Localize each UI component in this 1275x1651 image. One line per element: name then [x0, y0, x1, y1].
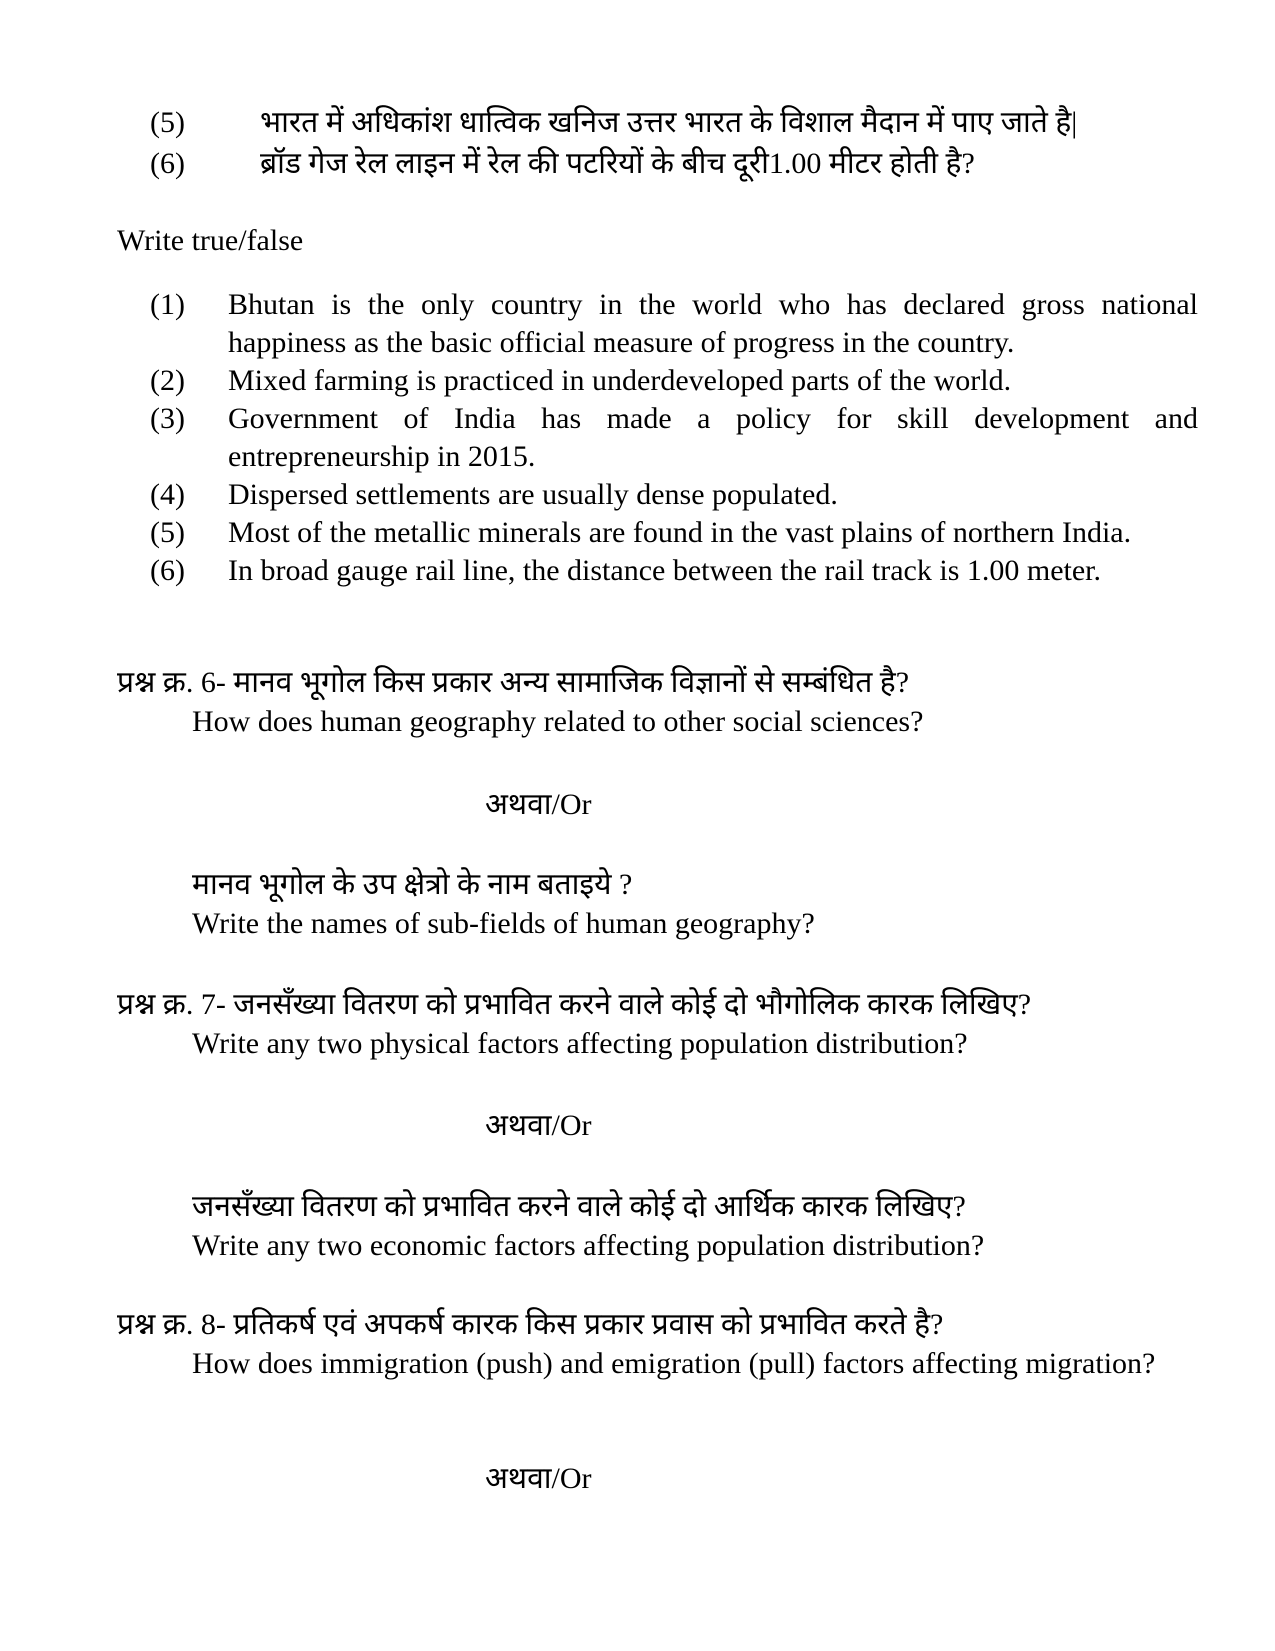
q7-or: अथवा/Or [485, 1109, 592, 1142]
item-text: Bhutan is the only country in the world who has declared gross national happiness as the basic official measure of progress in the country. [228, 288, 1198, 359]
q7-english: Write any two physical factors affecting population distribution? [192, 1027, 968, 1060]
item-text: In broad gauge rail line, the distance between the rail track is 1.00 meter. [228, 554, 1102, 587]
item-number: (5) [150, 106, 185, 139]
q7-hindi: प्रश्न क्र. 7- जनसँख्या वितरण को प्रभावित करने वाले कोई दो भौगोलिक कारक लिखिए? [117, 988, 1032, 1021]
q6-alt-hindi: मानव भूगोल के उप क्षेत्रो के नाम बताइये ? [192, 868, 633, 901]
q6-alt-english: Write the names of sub-fields of human geography? [192, 907, 815, 940]
item-text: ब्रॉड गेज रेल लाइन में रेल की पटरियों के बीच दूरी1.00 मीटर होती है? [260, 147, 975, 180]
q8-english: How does immigration (push) and emigration (pull) factors affecting migration? [192, 1347, 1156, 1380]
hindi-item-5 [150, 104, 1200, 142]
q6-or: अथवा/Or [485, 788, 592, 821]
item-text: Government of India has made a policy for skill development and entrepreneurship in 2015. [228, 402, 1198, 473]
list-item [150, 552, 1198, 590]
item-text: भारत में अधिकांश धात्विक खनिज उत्तर भारत के विशाल मैदान में पाए जाते है| [260, 106, 1078, 139]
true-false-heading: Write true/false [117, 224, 304, 257]
q8-hindi: प्रश्न क्र. 8- प्रतिकर्ष एवं अपकर्ष कारक किस प्रकार प्रवास को प्रभावित करते है? [117, 1308, 944, 1341]
q7-alt-hindi: जनसँख्या वितरण को प्रभावित करने वाले कोई दो आर्थिक कारक लिखिए? [192, 1190, 966, 1223]
item-text: Mixed farming is practiced in underdeveloped parts of the world. [228, 364, 1012, 397]
q7-alt-english: Write any two economic factors affecting population distribution? [192, 1229, 985, 1262]
list-item [150, 362, 1198, 400]
list-item [150, 514, 1198, 552]
item-text: Most of the metallic minerals are found in the vast plains of northern India. [228, 516, 1132, 549]
hindi-item-6 [150, 145, 1200, 183]
item-number: (4) [150, 478, 185, 511]
item-number: (6) [150, 147, 185, 180]
q6-hindi: प्रश्न क्र. 6- मानव भूगोल किस प्रकार अन्य सामाजिक विज्ञानों से सम्बंधित है? [117, 666, 910, 699]
list-item [150, 400, 1198, 476]
q8-or: अथवा/Or [485, 1462, 592, 1495]
true-false-list [150, 286, 1198, 590]
item-number: (3) [150, 402, 185, 435]
list-item [150, 286, 1198, 362]
item-number: (5) [150, 516, 185, 549]
item-number: (2) [150, 364, 185, 397]
q6-english: How does human geography related to other social sciences? [192, 705, 924, 738]
item-text: Dispersed settlements are usually dense populated. [228, 478, 838, 511]
item-number: (6) [150, 554, 185, 587]
list-item [150, 476, 1198, 514]
item-number: (1) [150, 288, 185, 321]
